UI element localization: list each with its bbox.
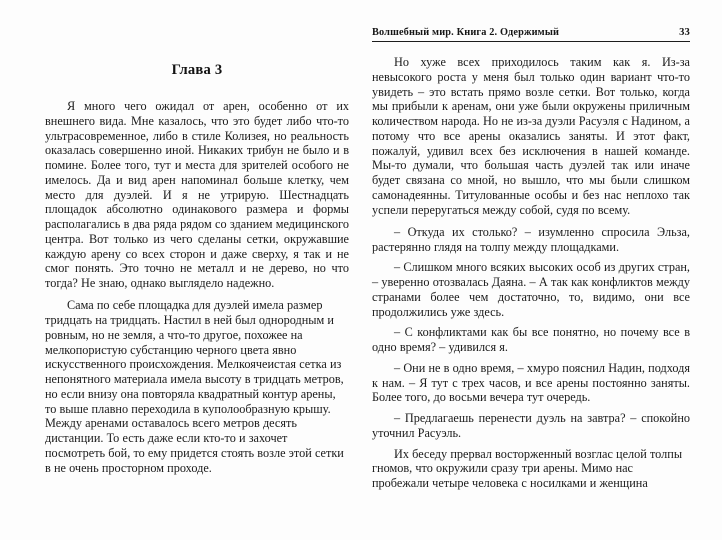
right-page xyxy=(361,0,722,540)
dialogue-line: – Откуда их столько? – изумленно спросила Эльза, растерянно глядя на толпу между площадками. xyxy=(372,224,690,254)
paragraph: Их беседу прервал восторженный возглас целой толпы гномов, что окружили сразу три арены. Мимо нас пробежали четыре человека с носилками и женщина xyxy=(372,446,683,490)
running-head xyxy=(372,27,690,42)
paragraph: Я много чего ожидал от арен, особенно от их внешнего вида. Мне казалось, что это будет либо что-то ультрасовременное, либо в стиле Колизея, но реальность оказалась совершенно иной. Никаких трибун не было и в помине. Более того, тут и места для зрителей особого не имелось. Да и вид арен напоминал больше клетку, чем место для дуэлей. И я не утрирую. Шестнадцать площадок абсолютно одинакового размера и формы располагались в два ряда рядом со зданием медицинского центра. Вот только из чего сделаны сетки, окружавшие каждую арену со всех сторон и даже сверху, я так и не смог понять. Это точно не металл и не дерево, но что тогда? Не знаю, однако выглядело надежно. xyxy=(45,99,349,290)
dialogue-line: – Они не в одно время, – хмуро пояснил Надин, подходя к нам. – Я тут с трех часов, и все арены постоянно заняты. Более того, до восьми вечера тут очередь. xyxy=(372,360,690,405)
left-page-body xyxy=(45,99,349,475)
running-head-title: Волшебный мир. Книга 2. Одержимый xyxy=(372,27,560,38)
dialogue-line: – С конфликтами как бы все понятно, но почему все в одно время? – удивился я. xyxy=(372,325,690,354)
page-number: 33 xyxy=(679,27,690,38)
paragraph: Сама по себе площадка для дуэлей имела размер тридцать на тридцать. Настил в ней был однородным и ровным, но не земля, а что-то другое, похожее на мелкопористую субстанцию черного цвета явно искусственного происхождения. Мелкоячеистая сетка из непонятного материала имела высоту в тридцать метров, но если внизу она повторяла квадратный контур арены, то выше плавно переходила в куполообразную крышу. Между аренами оставалось всего метров десять дистанции. То есть даже если кто-то и захочет посмотреть бой, то ему придется стоять возле этой сетки в не очень просторном проходе. xyxy=(45,298,344,475)
dialogue-line: – Предлагаешь перенести дуэль на завтра? – спокойно уточнил Расуэль. xyxy=(372,411,690,440)
paragraph: Но хуже всех приходилось таким как я. Из-за невысокого роста у меня был только один вариант что-то увидеть – это встать прямо возле сетки. Вот только, когда мы прибыли к аренам, они уже были окружены приличным количеством народа. Но не из-за дуэли Расуэля с Надином, а потому что все арены оказались заняты. И этот факт, пожалуй, удивил всех без исключения в нашей команде. Мы-то думали, что большая часть дуэлей так или иначе будет связана со мной, но вышло, что мы были слишком самонадеянны. Титулованные особы и без нас неплохо так успели переругаться между собой, судя по всему. xyxy=(372,55,690,217)
dialogue-line: – Слишком много всяких высоких особ из других стран, – уверенно отозвалась Даяна. – А так как конфликтов между странами более чем достаточно, то, видимо, они все продолжились уже здесь. xyxy=(372,260,690,319)
chapter-title: Глава 3 xyxy=(171,62,223,78)
right-page-body xyxy=(372,55,690,491)
